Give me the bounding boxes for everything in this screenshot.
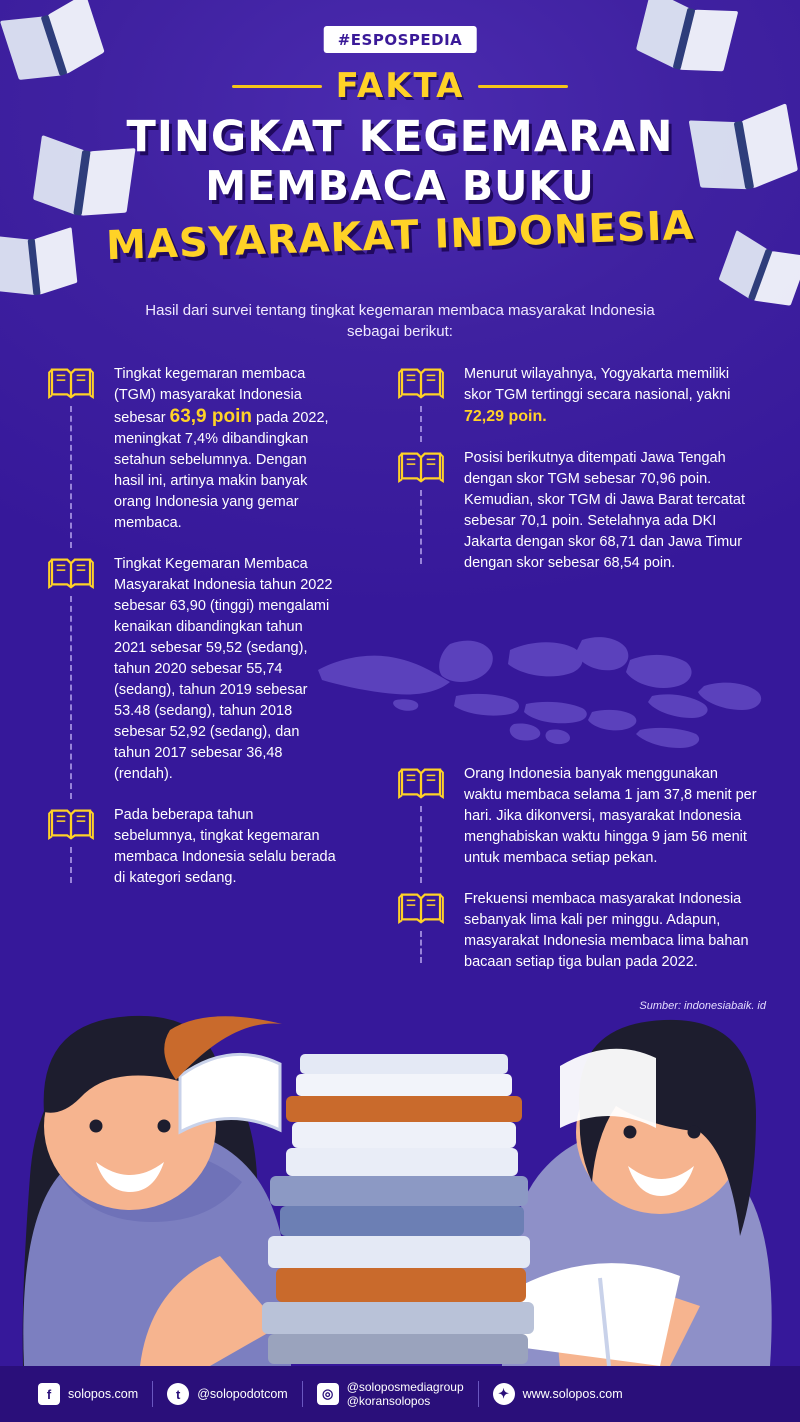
fact-text — [114, 803, 338, 889]
fact-item — [398, 362, 758, 428]
fact-text — [464, 446, 758, 574]
fact-item — [48, 362, 338, 534]
fakta-label: FAKTA — [335, 66, 465, 106]
fact-highlight: 63,9 poin — [169, 406, 252, 427]
title-line-3: MASYARAKAT INDONESIA — [105, 202, 695, 270]
dashed-connector — [70, 847, 72, 883]
icon-wrap — [398, 362, 450, 428]
fact-text-before: Posisi berikutnya ditempati Jawa Tengah dengan skor TGM sebesar 70,96 poin. Kemudian, skor TGM di Jawa Barat tercatat sebesar 70,1 poin. Setelahnya ada DKI Jakarta dengan skor 68,71 dan Jawa Timur dengan skor sebesar 68,54 poin. — [464, 450, 745, 571]
website-label: www.solopos.com — [522, 1387, 623, 1401]
open-book-icon — [398, 446, 444, 486]
fact-text — [464, 762, 758, 869]
readers-illustration — [0, 926, 800, 1366]
dashed-connector — [420, 490, 422, 564]
dashed-connector — [70, 406, 72, 548]
icon-wrap — [48, 552, 100, 785]
fact-text — [114, 362, 338, 534]
facebook-label: solopos.com — [68, 1387, 139, 1401]
icon-wrap — [48, 362, 100, 534]
source-note: Sumber: indonesiabaik. id — [639, 1000, 766, 1012]
fakta-row — [0, 66, 800, 106]
fact-text — [114, 552, 338, 785]
open-book-icon — [398, 887, 444, 927]
instagram-label-1: @soloposmediagroup — [346, 1380, 464, 1394]
fact-item — [48, 803, 338, 889]
subtitle: Hasil dari survei tentang tingkat kegemaran membaca masyarakat Indonesia sebagai berikut: — [145, 302, 655, 340]
fact-text-after: pada 2022, meningkat 7,4% dibandingkan setahun sebelumnya. Dengan hasil ini, artinya makin banyak orang Indonesia yang gemar membaca. — [114, 410, 329, 531]
fact-text-before: Menurut wilayahnya, Yogyakarta memiliki skor TGM tertinggi secara nasional, yakni — [464, 366, 731, 403]
footer-divider — [152, 1381, 153, 1407]
footer-divider — [478, 1381, 479, 1407]
fact-text — [464, 362, 758, 428]
left-column — [48, 362, 338, 907]
open-book-icon — [48, 803, 94, 843]
footer-divider — [302, 1381, 303, 1407]
open-book-icon — [48, 362, 94, 402]
fact-item — [48, 552, 338, 785]
open-book-icon — [48, 552, 94, 592]
hashtag-badge: #ESPOSPEDIA — [324, 26, 477, 53]
icon-wrap — [398, 762, 450, 869]
facebook-icon: f — [38, 1383, 60, 1405]
title-line-2: MEMBACA BUKU — [205, 162, 595, 210]
icon-wrap — [398, 446, 450, 574]
twitter-label: @solopodotcom — [197, 1387, 288, 1401]
right-column-upper — [398, 362, 758, 592]
fact-text-before: Tingkat Kegemaran Membaca Masyarakat Indonesia tahun 2022 sebesar 63,90 (tinggi) mengalami kenaikan dibandingkan tahun 2021 sebesar 59,52 (sedang), tahun 2020 sebesar 55,74 (sedang), tahun 2019 sebesar 53.48 (sedang), tahun 2018 sebesar 52,92 (sedang), dan tahun 2017 sebesar 36,48 (rendah). — [114, 556, 333, 782]
fact-text-before: Tingkat kegemaran membaca (TGM) masyarakat Indonesia sebesar — [114, 366, 306, 426]
fact-text-before: Frekuensi membaca masyarakat Indonesia sebanyak lima kali per minggu. Adapun, masyarakat Indonesia membaca lima bahan bacaan setiap tiga bulan pada 2022. — [464, 891, 749, 970]
open-book-icon — [398, 762, 444, 802]
fact-item — [398, 762, 758, 869]
footer-bar — [0, 1366, 800, 1422]
fact-text-before: Pada beberapa tahun sebelumnya, tingkat kegemaran membaca Indonesia selalu berada di kategori sedang. — [114, 807, 336, 886]
instagram-label-2: @koransolopos — [346, 1394, 431, 1408]
dashed-connector — [420, 806, 422, 883]
fact-text-before: Orang Indonesia banyak menggunakan waktu membaca selama 1 jam 37,8 menit per hari. Jika dikonversi, masyarakat Indonesia menghabiskan waktu hingga 9 jam 56 menit untuk membaca setiap pekan. — [464, 766, 757, 866]
footer-website[interactable] — [493, 1383, 623, 1405]
icon-wrap — [48, 803, 100, 889]
footer-facebook[interactable] — [38, 1383, 138, 1405]
dashed-connector — [70, 596, 72, 799]
open-book-icon — [398, 362, 444, 402]
twitter-icon: t — [167, 1383, 189, 1405]
instagram-labels — [347, 1380, 464, 1408]
footer-instagram[interactable] — [317, 1380, 464, 1408]
dashed-connector — [420, 406, 422, 442]
globe-icon: ✦ — [493, 1383, 515, 1405]
footer-twitter[interactable] — [167, 1383, 288, 1405]
divider-left — [232, 85, 322, 88]
title-line-1: TINGKAT KEGEMARAN — [126, 112, 674, 162]
divider-right — [478, 85, 568, 88]
instagram-icon: ◎ — [317, 1383, 339, 1405]
fact-item — [398, 446, 758, 574]
page-title — [0, 112, 800, 270]
fact-highlight: 72,29 poin. — [464, 408, 547, 425]
